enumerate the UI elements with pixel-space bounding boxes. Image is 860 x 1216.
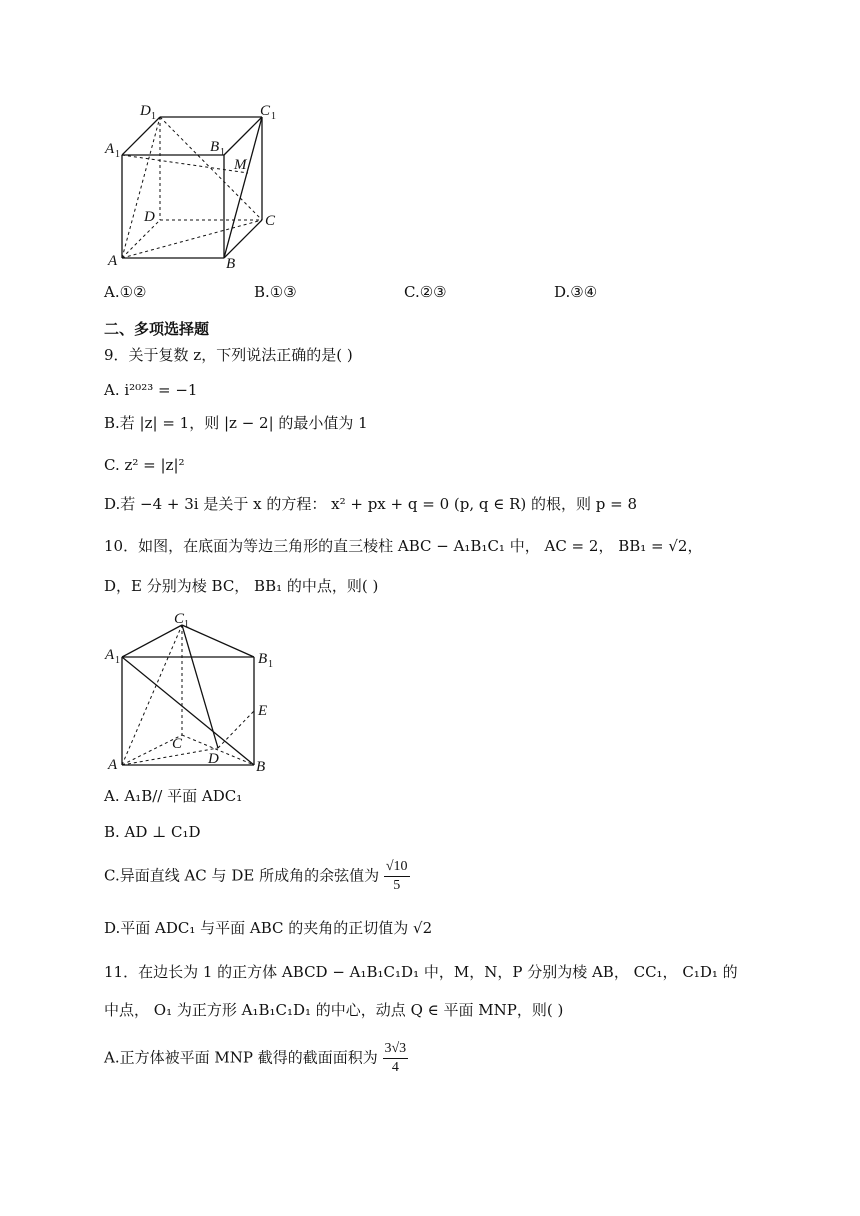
q11-option-a bbox=[104, 1040, 408, 1077]
q8-option-d: D.③④ bbox=[554, 283, 598, 301]
svg-text:1: 1 bbox=[115, 655, 120, 666]
q9-option-d: D.若 −4 + 3i 是关于 x 的方程： x² + px + q = 0 (p, q ∈ R) 的根，则 p = 8 bbox=[104, 495, 638, 513]
cube-figure bbox=[100, 95, 290, 275]
svg-text:1: 1 bbox=[220, 147, 225, 158]
q10-option-b: B. AD ⊥ C₁D bbox=[104, 823, 201, 841]
label-E: E bbox=[258, 703, 268, 719]
q8-option-c: C.②③ bbox=[404, 283, 447, 301]
label-C1: C bbox=[260, 103, 271, 119]
q9-stem: 9．关于复数 z，下列说法正确的是( ) bbox=[104, 346, 353, 364]
q9-option-b: B.若 |z| = 1，则 |z − 2| 的最小值为 1 bbox=[104, 414, 368, 432]
q8-option-b: B.①③ bbox=[254, 283, 297, 301]
label-C1: C bbox=[174, 611, 185, 627]
svg-text:1: 1 bbox=[271, 111, 276, 122]
q11-stem-line2: 中点， O₁ 为正方形 A₁B₁C₁D₁ 的中心，动点 Q ∈ 平面 MNP，则( ) bbox=[104, 1001, 564, 1019]
q10-option-d: D.平面 ADC₁ 与平面 ABC 的夹角的正切值为 √2 bbox=[104, 919, 433, 937]
label-B1: B bbox=[210, 139, 220, 155]
svg-text:1: 1 bbox=[115, 149, 120, 160]
q9-option-c: C. z² = |z|² bbox=[104, 456, 185, 474]
label-C: C bbox=[265, 213, 276, 229]
q10-option-c-text: C.异面直线 AC 与 DE 所成角的余弦值为 bbox=[104, 866, 380, 885]
q10-stem-line1: 10．如图，在底面为等边三角形的直三棱柱 ABC − A₁B₁C₁ 中， AC = 2， BB₁ = √2， bbox=[104, 537, 703, 555]
label-A1: A bbox=[105, 141, 115, 157]
label-B: B bbox=[256, 759, 266, 775]
q10-option-a: A. A₁B// 平面 ADC₁ bbox=[104, 787, 243, 805]
label-D1: D bbox=[140, 103, 151, 119]
q8-option-a: A.①② bbox=[104, 283, 147, 301]
q10-option-c-fraction: $\frac{√10}{5}$ bbox=[385, 859, 408, 893]
label-B1: B bbox=[258, 651, 268, 667]
q9-option-a: A. i²⁰²³ = −1 bbox=[104, 381, 198, 399]
q11-option-a-text: A.正方体被平面 MNP 截得的截面面积为 bbox=[104, 1048, 378, 1067]
label-A: A bbox=[108, 757, 118, 773]
section-heading: 二、多项选择题 bbox=[104, 320, 210, 338]
svg-text:1: 1 bbox=[151, 111, 156, 122]
label-A1: A bbox=[105, 647, 115, 663]
label-B: B bbox=[226, 256, 236, 272]
q10-option-c bbox=[104, 858, 410, 895]
label-C: C bbox=[172, 736, 183, 752]
label-M: M bbox=[234, 157, 247, 173]
label-D: D bbox=[208, 751, 219, 767]
svg-text:1: 1 bbox=[268, 659, 273, 670]
prism-figure bbox=[100, 605, 280, 775]
label-D: D bbox=[144, 209, 155, 225]
q11-option-a-fraction: $\frac{3√3}{4}$ bbox=[384, 1041, 407, 1075]
label-A: A bbox=[108, 253, 118, 269]
svg-text:1: 1 bbox=[184, 619, 189, 630]
q10-stem-line2: D，E 分别为棱 BC， BB₁ 的中点，则( ) bbox=[104, 577, 379, 595]
q11-stem-line1: 11．在边长为 1 的正方体 ABCD − A₁B₁C₁D₁ 中，M，N，P 分别为棱 AB， CC₁， C₁D₁ 的 bbox=[104, 963, 738, 981]
